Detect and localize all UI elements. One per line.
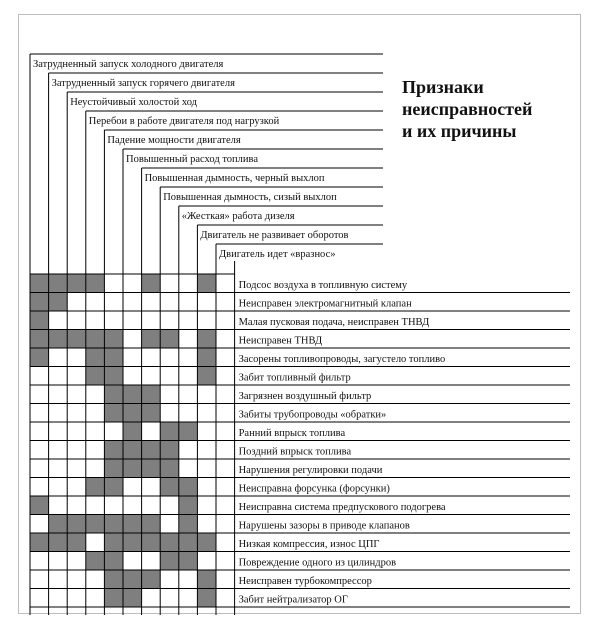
matrix-cell-filled: [160, 459, 179, 478]
symptom-label: Двигатель идет «вразнос»: [219, 249, 336, 260]
matrix-cell-filled: [179, 478, 198, 497]
matrix-cell-filled: [86, 478, 105, 497]
matrix-cell-filled: [86, 552, 105, 571]
cause-labels: [239, 280, 446, 606]
matrix-cell-filled: [142, 441, 161, 460]
matrix-cell-filled: [197, 348, 216, 367]
matrix-cell-filled: [142, 274, 161, 293]
matrix-cell-filled: [30, 348, 49, 367]
cause-label: Нарушения регулировки подачи: [238, 465, 383, 476]
matrix-cell-filled: [197, 570, 216, 589]
matrix-cell-filled: [179, 515, 198, 534]
matrix-cell-filled: [123, 422, 142, 441]
symptom-label: Затрудненный запуск холодного двигателя: [33, 59, 224, 70]
matrix-cell-filled: [142, 515, 161, 534]
symptom-label: Повышенный расход топлива: [126, 154, 258, 165]
matrix-cell-filled: [197, 330, 216, 349]
matrix-cell-filled: [104, 478, 123, 497]
matrix-cell-filled: [179, 496, 198, 515]
matrix-cell-filled: [49, 293, 68, 312]
cause-label: Низкая компрессия, износ ЦПГ: [238, 539, 380, 550]
symptom-label: Неустойчивый холостой ход: [70, 97, 198, 108]
matrix-cell-filled: [179, 422, 198, 441]
matrix-cell-filled: [142, 533, 161, 552]
symptom-label: Перебои в работе двигателя под нагрузкой: [88, 116, 280, 127]
matrix-cell-filled: [142, 459, 161, 478]
matrix-cell-filled: [160, 330, 179, 349]
title-line-1: Признаки: [402, 77, 484, 97]
matrix-cell-filled: [104, 348, 123, 367]
cause-label: Повреждение одного из цилиндров: [238, 557, 397, 569]
matrix-cell-filled: [30, 293, 49, 312]
matrix-cell-filled: [142, 404, 161, 423]
matrix-cell-filled: [67, 330, 86, 349]
matrix-cell-filled: [86, 348, 105, 367]
matrix-cell-filled: [142, 385, 161, 404]
symptom-label: «Жесткая» работа дизеля: [181, 211, 295, 222]
matrix-cell-filled: [160, 441, 179, 460]
symptom-headers: [33, 59, 349, 260]
matrix-cell-filled: [142, 330, 161, 349]
matrix-cell-filled: [30, 533, 49, 552]
matrix-cell-filled: [30, 330, 49, 349]
matrix-cell-filled: [197, 589, 216, 608]
matrix-cell-filled: [30, 311, 49, 330]
matrix-cell-filled: [67, 274, 86, 293]
matrix-cell-filled: [104, 404, 123, 423]
cause-label: Забит нейтрализатор ОГ: [238, 594, 348, 606]
matrix-cell-filled: [160, 478, 179, 497]
matrix-cell-filled: [49, 274, 68, 293]
matrix-cell-filled: [123, 533, 142, 552]
matrix-cell-filled: [49, 330, 68, 349]
matrix-cell-filled: [123, 385, 142, 404]
matrix-cell-filled: [104, 570, 123, 589]
matrix-cell-filled: [86, 330, 105, 349]
matrix-cell-filled: [30, 274, 49, 293]
title-line-3: и их причины: [402, 121, 517, 141]
matrix-cell-filled: [142, 570, 161, 589]
matrix-cell-filled: [197, 533, 216, 552]
matrix-cell-filled: [123, 589, 142, 608]
cause-label: Нарушены зазоры в приводе клапанов: [238, 520, 410, 532]
matrix-cell-filled: [67, 515, 86, 534]
matrix-cell-filled: [30, 496, 49, 515]
matrix-cell-filled: [104, 552, 123, 571]
title-line-2: неисправностей: [402, 99, 533, 119]
matrix-cell-filled: [197, 367, 216, 386]
symptom-label: Затрудненный запуск горячего двигателя: [51, 78, 235, 89]
matrix-cell-filled: [104, 459, 123, 478]
cause-label: Неисправна система предпускового подогрева: [238, 502, 446, 513]
symptom-label: Повышенная дымность, черный выхлоп: [144, 173, 325, 184]
cause-label: Забиты трубопроводы «обратки»: [238, 409, 387, 421]
symptom-label: Повышенная дымность, сизый выхлоп: [163, 192, 337, 203]
matrix-cell-filled: [123, 515, 142, 534]
cause-label: Поздний впрыск топлива: [238, 446, 352, 458]
matrix-cell-filled: [104, 330, 123, 349]
cause-label: Неисправен ТНВД: [238, 335, 323, 347]
cause-label: Неисправна форсунка (форсунки): [238, 483, 390, 495]
matrix-cell-filled: [197, 274, 216, 293]
matrix-cell-filled: [49, 515, 68, 534]
matrix-cell-filled: [104, 589, 123, 608]
matrix-cell-filled: [123, 441, 142, 460]
cause-label: Загрязнен воздушный фильтр: [238, 391, 372, 402]
cause-label: Неисправен электромагнитный клапан: [238, 298, 412, 310]
matrix-cell-filled: [104, 533, 123, 552]
matrix-cell-filled: [104, 441, 123, 460]
cause-label: Малая пусковая подача, неисправен ТНВД: [238, 317, 430, 328]
matrix-cell-filled: [86, 274, 105, 293]
matrix-cell-filled: [160, 552, 179, 571]
matrix-cell-filled: [123, 459, 142, 478]
matrix-cell-filled: [123, 404, 142, 423]
matrix-cell-filled: [86, 515, 105, 534]
matrix-cell-filled: [104, 367, 123, 386]
matrix-cell-filled: [160, 422, 179, 441]
matrix-cell-filled: [160, 533, 179, 552]
cause-label: Ранний впрыск топлива: [238, 428, 346, 439]
matrix-cell-filled: [179, 552, 198, 571]
cause-label: Забит топливный фильтр: [238, 372, 351, 384]
cause-label: Засорены топливопроводы, загустело топливо: [238, 354, 446, 365]
matrix-cell-filled: [104, 385, 123, 404]
matrix-cell-filled: [86, 367, 105, 386]
matrix-cell-filled: [104, 515, 123, 534]
matrix-cell-filled: [49, 533, 68, 552]
cause-label: Подсос воздуха в топливную систему: [238, 280, 408, 291]
symptom-label: Падение мощности двигателя: [107, 135, 241, 146]
matrix-cell-filled: [123, 570, 142, 589]
matrix-cell-filled: [179, 533, 198, 552]
matrix-cell-filled: [67, 533, 86, 552]
symptom-label: Двигатель не развивает оборотов: [200, 230, 349, 241]
cause-label: Неисправен турбокомпрессор: [238, 576, 372, 587]
